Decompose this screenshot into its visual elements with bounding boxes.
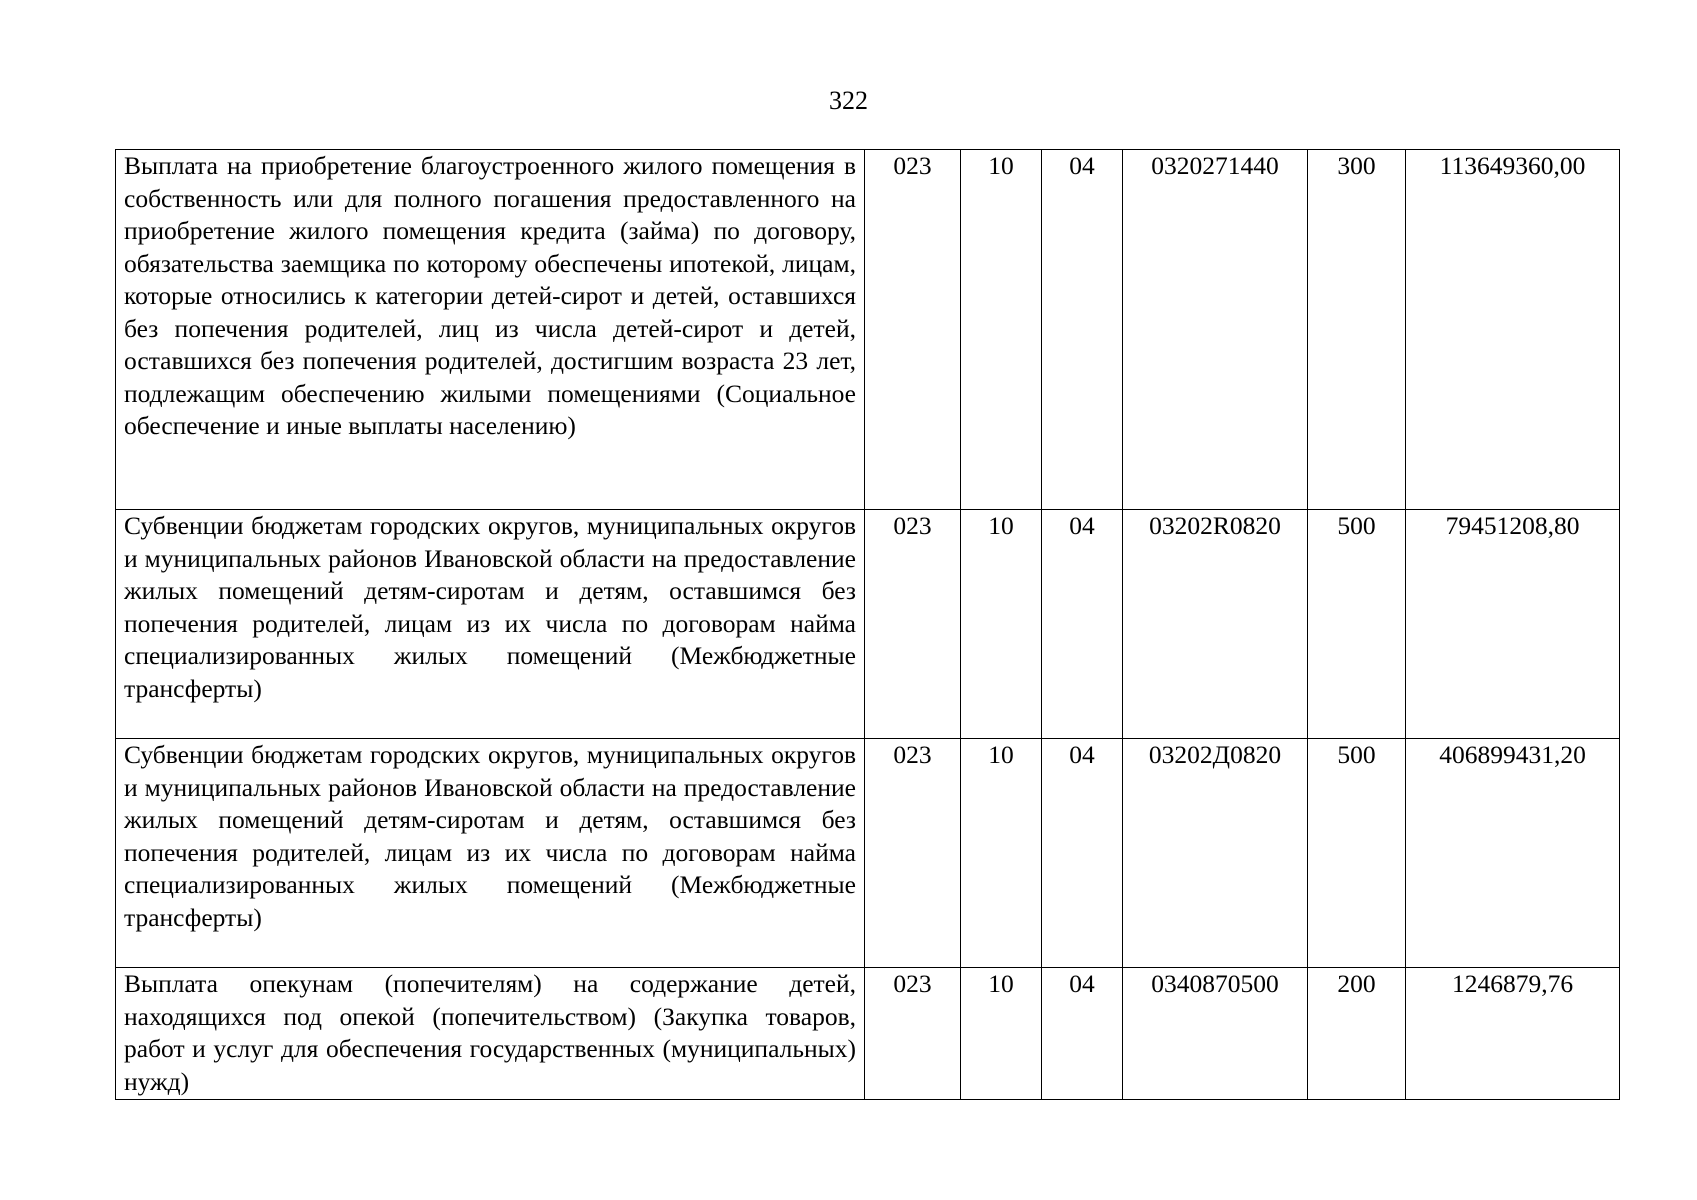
row-expense-type-code: 300	[1308, 150, 1406, 510]
row-amount: 113649360,00	[1406, 150, 1620, 510]
row-amount: 1246879,76	[1406, 968, 1620, 1100]
row-grbs-code: 023	[865, 510, 961, 739]
row-description: Выплата опекунам (попечителям) на содержание детей, находящихся под опекой (попечительством) (Закупка товаров, работ и услуг для обеспечения государственных (муниципальных) нужд)	[116, 968, 865, 1100]
row-description: Выплата на приобретение благоустроенного жилого помещения в собственность или для полного погашения предоставленного на приобретение жилого помещения кредита (займа) по договору, обязательства заемщика по которому обеспечены ипотекой, лицам, которые относились к категории детей-сирот и детей, оставшихся без попечения родителей, лиц из числа детей-сирот и детей, оставшихся без попечения родителей, достигшим возраста 23 лет, подлежащим обеспечению жилыми помещениями (Социальное обеспечение и иные выплаты населению)	[116, 150, 865, 510]
row-subsection-code: 04	[1042, 739, 1123, 968]
row-expense-type-code: 500	[1308, 739, 1406, 968]
row-description: Субвенции бюджетам городских округов, муниципальных округов и муниципальных районов Ивановской области на предоставление жилых помещений детям-сиротам и детям, оставшимся без попечения родителей, лицам из их числа по договорам найма специализированных жилых помещений (Межбюджетные трансферты)	[116, 510, 865, 739]
row-subsection-code: 04	[1042, 150, 1123, 510]
table-row	[116, 739, 1620, 968]
row-description: Субвенции бюджетам городских округов, муниципальных округов и муниципальных районов Ивановской области на предоставление жилых помещений детям-сиротам и детям, оставшимся без попечения родителей, лицам из их числа по договорам найма специализированных жилых помещений (Межбюджетные трансферты)	[116, 739, 865, 968]
table-row	[116, 150, 1620, 510]
row-grbs-code: 023	[865, 968, 961, 1100]
row-target-article-code: 03202R0820	[1123, 510, 1308, 739]
row-section-code: 10	[961, 510, 1042, 739]
page-number: 322	[829, 86, 868, 115]
row-target-article-code: 03202Д0820	[1123, 739, 1308, 968]
row-section-code: 10	[961, 739, 1042, 968]
row-section-code: 10	[961, 150, 1042, 510]
budget-table	[115, 149, 1620, 1100]
row-amount: 79451208,80	[1406, 510, 1620, 739]
row-target-article-code: 0320271440	[1123, 150, 1308, 510]
table-row	[116, 968, 1620, 1100]
row-target-article-code: 0340870500	[1123, 968, 1308, 1100]
row-grbs-code: 023	[865, 150, 961, 510]
row-expense-type-code: 500	[1308, 510, 1406, 739]
row-grbs-code: 023	[865, 739, 961, 968]
table-row	[116, 510, 1620, 739]
row-subsection-code: 04	[1042, 510, 1123, 739]
row-section-code: 10	[961, 968, 1042, 1100]
row-subsection-code: 04	[1042, 968, 1123, 1100]
row-expense-type-code: 200	[1308, 968, 1406, 1100]
row-amount: 406899431,20	[1406, 739, 1620, 968]
